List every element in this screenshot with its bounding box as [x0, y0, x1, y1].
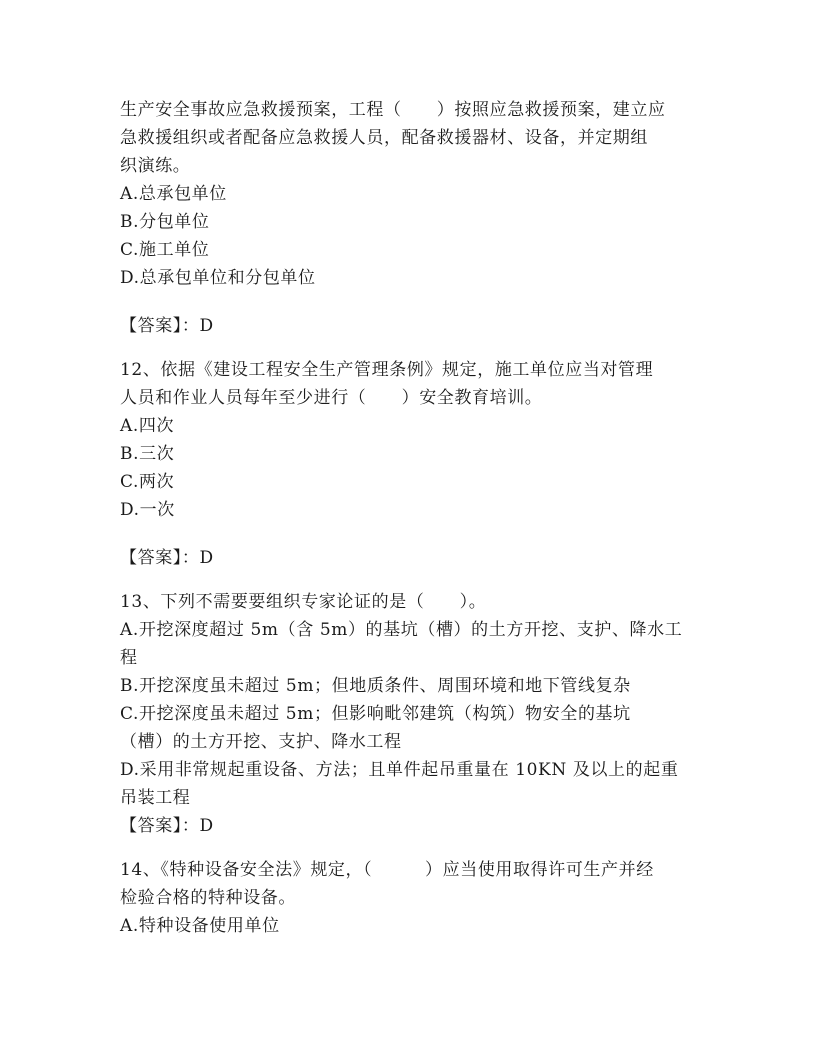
answer-label: 【答案】：D — [120, 316, 214, 336]
question-stem-line: 14、《特种设备安全法》规定，（ ）应当使用取得许可生产并经 — [120, 860, 654, 880]
question-12 — [120, 356, 700, 572]
answer-label: 【答案】：D — [120, 548, 214, 568]
question-stem-line: 急救援组织或者配备应急救援人员，配备救援器材、设备，并定期组 — [120, 128, 648, 148]
answer-label: 【答案】：D — [120, 816, 214, 836]
option-c-continued: （槽）的土方开挖、支护、降水工程 — [120, 732, 402, 752]
option-d: D.总承包单位和分包单位 — [120, 268, 316, 288]
question-stem-line: 织演练。 — [120, 156, 191, 176]
option-a: A.特种设备使用单位 — [120, 916, 280, 936]
option-a: A.开挖深度超过 5m（含 5m）的基坑（槽）的土方开挖、支护、降水工 — [120, 620, 683, 640]
question-stem-line: 生产安全事故应急救援预案，工程（ ）按照应急救援预案，建立应 — [120, 100, 666, 120]
option-d: D.采用非常规起重设备、方法；且单件起吊重量在 10KN 及以上的起重 — [120, 760, 679, 780]
option-b: B.三次 — [120, 444, 175, 464]
option-b: B.分包单位 — [120, 212, 210, 232]
option-a: A.四次 — [120, 416, 175, 436]
question-stem-line: 13、下列不需要要组织专家论证的是（ ）。 — [120, 592, 487, 612]
question-13 — [120, 588, 700, 840]
question-stem-line: 检验合格的特种设备。 — [120, 888, 296, 908]
option-d: D.一次 — [120, 500, 175, 520]
question-11 — [120, 96, 700, 340]
option-a-continued: 程 — [120, 648, 138, 668]
option-c: C.两次 — [120, 472, 175, 492]
question-14 — [120, 856, 700, 940]
option-c: C.施工单位 — [120, 240, 210, 260]
question-list — [120, 96, 700, 940]
option-c: C.开挖深度虽未超过 5m；但影响毗邻建筑（构筑）物安全的基坑 — [120, 704, 631, 724]
option-a: A.总承包单位 — [120, 184, 227, 204]
option-d-continued: 吊装工程 — [120, 788, 191, 808]
question-stem-line: 人员和作业人员每年至少进行（ ）安全教育培训。 — [120, 388, 543, 408]
option-b: B.开挖深度虽未超过 5m；但地质条件、周围环境和地下管线复杂 — [120, 676, 631, 696]
question-stem-line: 12、依据《建设工程安全生产管理条例》规定，施工单位应当对管理 — [120, 360, 654, 380]
